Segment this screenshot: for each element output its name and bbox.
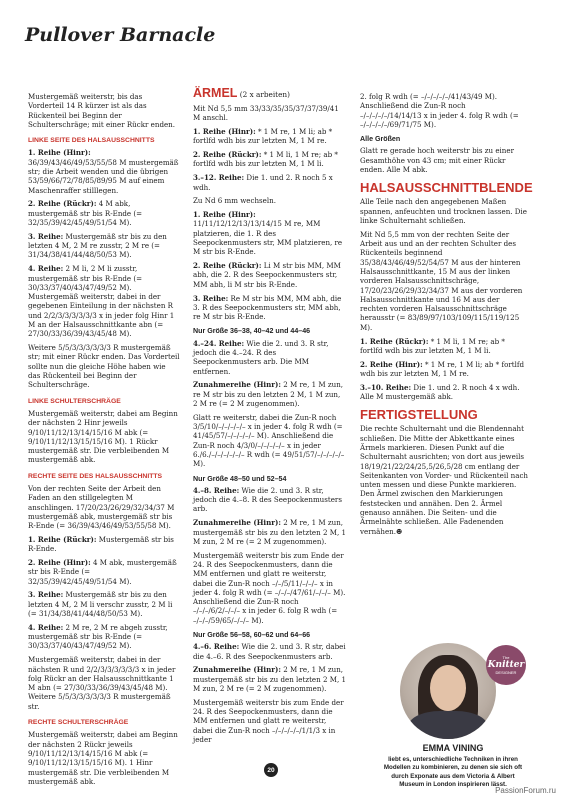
- paragraph: [193, 196, 346, 205]
- row-label: 3. Reihe:: [28, 590, 64, 600]
- paragraph: [28, 590, 180, 618]
- text: * 1 M li, 1 M re; ab * fortlfd wdh bis zur letzten M, 1 M li.: [360, 336, 505, 355]
- text: Nur Größe 48–50 und 52–54: [193, 474, 287, 483]
- row-label: Zunahmereihe (Hinr):: [193, 518, 281, 528]
- paragraph: [28, 623, 180, 651]
- author-photo: [378, 643, 528, 743]
- text: Alle Größen: [360, 135, 401, 144]
- text: 36/39/43/46/49/53/55/58 M mustergemäß str; die Arbeit wenden und die übrigen 53/59/66/72/78/85/89/95 M auf einem Maschenraffer stilllegen.: [28, 157, 179, 195]
- paragraph: [193, 698, 346, 744]
- paragraph: [193, 173, 346, 192]
- text: 4 M abk, mustergemäß str bis R-Ende (= 32/35/39/42/45/49/51/54 M).: [28, 558, 177, 586]
- main-heading: [360, 407, 528, 422]
- row-label: 2. Reihe (Hinr):: [28, 558, 91, 568]
- paragraph: [193, 551, 346, 625]
- text: Mustergemäß weiterstr, dabei in der nächsten R und 2/2/3/3/3/3/3/3 x in jeder folg Rückr an der Halsausschnittkante 1 M abn (= 27/30/33/36/39/43/45/48 M). Weitere 5/5/3/3/3/3/3/3 R mustergemäß str.: [28, 655, 176, 711]
- paragraph: [193, 150, 346, 169]
- paragraph: [193, 642, 346, 661]
- row-label: 1. Reihe (Rückr):: [28, 534, 97, 544]
- paragraph: [28, 535, 180, 554]
- paragraph: [360, 92, 528, 129]
- text: Von der rechten Seite der Arbeit den Faden an den stillgelegten M anschlingen. 17/20/23/26/29/32/34/37 M mustergemäß abk, mustergemäß str bis R-Ende (= 36/39/43/46/49/53/55/58 M).: [28, 483, 175, 531]
- row-label: 3. Reihe:: [193, 293, 229, 303]
- paragraph: [193, 339, 346, 376]
- text: * 1 M re, 1 M li; ab * fortlfd wdh bis zur letzten M, 1 M re.: [360, 359, 525, 378]
- row-label: 4.–24. Reihe:: [193, 338, 245, 348]
- row-label: 1. Reihe (Hinr):: [28, 148, 91, 158]
- paragraph: [28, 343, 180, 389]
- paragraph: [360, 146, 528, 174]
- text: 2 M re, 1 M zun, mustergemäß str bis zu den letzten 2 M, 1 M zun, 2 M re (= 2 M zugenommen).: [193, 665, 347, 694]
- text: Mustergemäß weiterstr, dabei am Beginn der nächsten 2 Hinr jeweils 9/10/11/12/13/14/15/16 M abk (= 9/10/11/12/13/15/15/16 M). 1 Rückr mustergemäß str. Die verbleibenden M mustergemäß abk.: [28, 408, 178, 465]
- paragraph: [193, 127, 346, 146]
- size-heading: [193, 327, 346, 336]
- row-label: 4.–6. Reihe:: [193, 642, 240, 652]
- text: LINKE SCHULTERSCHRÄGE: [28, 397, 121, 405]
- row-label: 3.–12. Reihe:: [193, 173, 245, 183]
- paragraph: [360, 230, 528, 332]
- text: 4 M abk, mustergemäß str bis R-Ende (= 32/35/39/42/45/49/51/54 M).: [28, 199, 143, 228]
- section-heading: [28, 472, 180, 481]
- paragraph: [28, 730, 180, 786]
- paragraph: [360, 424, 528, 537]
- knitter-badge-icon: [486, 645, 526, 685]
- text: LINKE SEITE DES HALSAUSSCHNITTS: [28, 137, 155, 145]
- paragraph: [28, 148, 180, 194]
- row-label: 2. Reihe (Rückr):: [193, 261, 262, 271]
- row-label: 3.–10. Reihe:: [360, 382, 412, 392]
- text: RECHTE SCHULTERSCHRÄGE: [28, 719, 129, 727]
- text: 2 M re, 1 M zun, mustergemäß str bis zu den letzten 2 M, 1 M zun, 2 M re (= 2 M zugenommen).: [193, 518, 347, 546]
- text: Mustergemäß weiterstr, dabei am Beginn der nächsten 2 Rückr jeweils 9/10/11/12/13/14/15/16 M abk (= 9/10/11/12/13/15/15/16 M). 1 Hinr mustergemäß str. Die verbleibenden M mustergemäß abk.: [28, 730, 178, 786]
- row-label: 4. Reihe:: [28, 264, 64, 274]
- paragraph: [28, 409, 180, 465]
- text: Re M str bis MM, MM abh, die 3. R des Seepockenmusters str, MM abh, re M str bis R-Ende.: [193, 293, 342, 322]
- row-label: 1. Reihe (Hinr):: [193, 127, 256, 137]
- text: Zu Nd 6 mm wechseln.: [193, 196, 276, 206]
- row-label: 4. Reihe:: [28, 622, 64, 632]
- paragraph: [28, 558, 180, 586]
- text: Mustergemäß weiterstr bis zum Ende der 24. R des Seepockenmusters, dann die MM entfernen und glatt re weiterstr, dabei die Zun-R noch –/–/5/11/–/–/– x in jeder 4. folg R wdh (= –/–/–/47/61/–/–/– M). Anschließend die Zun-R noch –/–/–/6/2/–/–/– x in jeder 6. folg R wdh (= –/–/–/59/65/–/–/– M).: [193, 550, 346, 625]
- page-title: Pullover Barnacle: [25, 24, 216, 46]
- heading-note: (2 x arbeiten): [237, 90, 290, 99]
- text: 2 M re, 2 M re abgeh zusstr, mustergemäß str bis R-Ende (= 30/33/37/40/43/47/49/52 M).: [28, 622, 168, 651]
- text: Wie die 2. und 3. R str, jedoch die 4.–8. R des Seepockenmusters arb.: [193, 485, 342, 514]
- size-heading: [193, 631, 346, 640]
- main-heading: [193, 86, 346, 102]
- column-middle: [193, 86, 346, 749]
- text: Nur Größe 36–38, 40–42 und 44–46: [193, 327, 311, 336]
- text: 2 M re, 1 M zun, re M str bis zu den letzten 2 M, 1 M zun, 2 M re (= 2 M zugenommen).: [193, 380, 344, 409]
- row-label: 1. Reihe (Hinr):: [193, 210, 256, 220]
- text: Alle Teile nach den angegebenen Maßen spannen, anfeuchten und trocknen lassen. Die linke Schulternaht schließen.: [360, 197, 527, 225]
- text: Mustergemäß str bis R-Ende.: [28, 534, 174, 554]
- paragraph: [193, 665, 346, 693]
- row-label: 4.–8. Reihe:: [193, 485, 240, 495]
- paragraph: [28, 232, 180, 260]
- paragraph: [28, 264, 180, 338]
- size-heading: [193, 475, 346, 484]
- paragraph: [28, 92, 180, 129]
- author-name: EMMA VINING: [422, 743, 484, 753]
- text: Die rechte Schulternaht und die Blendennaht schließen. Die Mitte der Abkettkante eines Ärmels markieren. Diesen Punkt auf die Schulternaht ausrichten; von dort aus jeweils 18/19/21/22/24/25,5/26,5/28 cm entlang der Seitenkanten von Vorder- und Rückenteil nach unten messen und diese Punkte markieren. Den Ärmel zwischen den Markierungen feststecken und annähen. Den 2. Ärmel genauso annähen. Die Seiten- und die Ärmelnähte schließen. Alle Fadenenden vernähen.: [360, 424, 528, 536]
- text: HALSAUSSCHNITTBLENDE: [360, 180, 533, 196]
- paragraph: [28, 655, 180, 711]
- author-block: [378, 643, 528, 790]
- section-heading: [28, 397, 180, 406]
- author-bio: liebt es, unterschiedliche Techniken in ihren Modellen zu kombinieren, zu denen sie sich oft durch Exponate aus dem Victoria & Albert Museum in London inspirieren lässt.: [383, 756, 523, 789]
- badge-small-text: The: [502, 655, 510, 660]
- paragraph: [193, 518, 346, 546]
- paragraph: [193, 210, 346, 256]
- text: Mustergemäß str bis zu den letzten 4 M, 2 M li verschr zusstr, 2 M li (= 31/34/38/41/44/48/50/53 M).: [28, 590, 173, 619]
- row-label: Zunahmereihe (Hinr):: [193, 665, 281, 675]
- text: FERTIGSTELLUNG: [360, 407, 478, 423]
- row-label: 2. Reihe (Hinr):: [360, 359, 423, 369]
- text: Glatt re weiterstr, dabei die Zun-R noch 3/5/10/–/–/–/–/– x in jeder 4. folg R wdh (= 41/45/57/–/–/–/–/– M). Anschließend die Zun-R noch 4/3/0/–/–/–/–/– x in jeder 6./6./–/–/–/–/–/– R wdh (= 49/51/57/–/–/–/–/– M).: [193, 412, 345, 469]
- row-label: 1. Reihe (Rückr):: [360, 336, 429, 346]
- end-mark-icon: ☻: [396, 527, 403, 536]
- text: * 1 M li, 1 M re; ab * fortlfd wdh bis zur letzten M, 1 M li.: [193, 150, 338, 169]
- badge-main-text: Knitter: [487, 660, 525, 670]
- text: Mit Nd 5,5 mm von der rechten Seite der Arbeit aus und an der rechten Schulter des Rückenteils beginnend 35/38/43/46/49/52/54/57 M aus der hinteren Halsausschnittkante, 15 M aus der linken vorderen Halsausschnittschräge, 17/20/23/26/29/32/34/37 M aus der vorderen Halsausschnittkante und 16 M aus der rechten vorderen Halsausschnittschräge herausstr (= 83/89/97/103/109/115/119/125 M).: [360, 229, 523, 332]
- text: Mustergemäß weiterstr bis zum Ende der 24. R des Seepockenmusters, dann die MM entfernen und glatt re weiterstr, dabei die Zun-R noch –/–/–/–/–/1/1/3 x in jeder: [193, 697, 344, 745]
- paragraph: [193, 413, 346, 469]
- text: 2 M li, 2 M li zusstr, mustergemäß str bis R-Ende (= 30/33/37/40/43/47/49/52 M). Mustergemäß weiterstr, dabei in der gegebenen Einteilung in der nächsten R und 2/2/3/3/3/3/3/3 x in jeder folg Hinr 1 M an der Halsausschnittkante abn (= 27/30/33/36/39/43/45/48 M).: [28, 264, 175, 339]
- paragraph: [360, 337, 528, 356]
- badge-sub-text: DESIGNER: [495, 670, 517, 675]
- paragraph: [193, 294, 346, 322]
- main-heading: [360, 180, 533, 196]
- paragraph: [28, 484, 180, 530]
- text: 11/11/12/12/13/13/14/15 M re, MM platzieren, die 1. R des Seepockenmusters str, MM platzieren, re M str bis R-Ende.: [193, 219, 343, 257]
- paragraph: [360, 360, 528, 379]
- text: * 1 M re, 1 M li; ab * fortlfd wdh bis zur letzten M, 1 M re.: [193, 127, 333, 146]
- text: Mustergemäß str bis zu den letzten 4 M, 2 M re zusstr, 2 M re (= 31/34/38/41/44/48/50/53 M).: [28, 231, 167, 260]
- text: Weitere 5/5/3/3/3/3/3/3 R mustergemäß str; mit einer Rückr enden. Das Vorderteil sollte nun die gleiche Höhe haben wie das Rückenteil bei Beginn der Schulterschräge.: [28, 343, 180, 390]
- section-heading: [28, 136, 180, 145]
- row-label: 2. Reihe (Rückr):: [193, 150, 262, 160]
- text: Glatt re gerade hoch weiterstr bis zu einer Gesamthöhe von 43 cm; mit einer Rückr enden. Alle M abk.: [360, 146, 514, 175]
- text: Nur Größe 56–58, 60–62 und 64–66: [193, 631, 311, 640]
- text: 2. folg R wdh (= –/–/–/–/–/41/43/49 M). Anschließend die Zun-R noch –/–/–/–/–/14/14/13 x in jeder 4. folg R wdh (= –/–/–/–/–/69/71/75 M).: [360, 92, 519, 129]
- paragraph: [193, 261, 346, 289]
- author-portrait: [400, 643, 496, 739]
- text: Wie die 2. und 3. R str, jedoch die 4.–24. R des Seepockenmusters arb. Die MM entfernen.: [193, 338, 329, 376]
- row-label: 2. Reihe (Rückr):: [28, 199, 97, 209]
- paragraph: [193, 380, 346, 408]
- text: Die 1. und 2. R noch 4 x wdh. Alle M mustergemäß abk.: [360, 382, 520, 402]
- section-heading: [28, 718, 180, 727]
- paragraph: [193, 486, 346, 514]
- column-right: [360, 92, 533, 541]
- paragraph: [360, 197, 528, 225]
- text: Mit Nd 5,5 mm 33/33/35/35/37/37/39/41 M anschl.: [193, 104, 339, 123]
- text: Wie die 2. und 3. R str, dabei die 4.–6. R des Seepockenmusters arb.: [193, 642, 346, 661]
- size-heading: [360, 135, 528, 144]
- text: Li M str bis MM, MM abh, die 2. R des Seepockenmusters str, MM abh, li M str bis R-Ende.: [193, 261, 341, 289]
- row-label: 3. Reihe:: [28, 231, 64, 241]
- text: Die 1. und 2. R noch 5 x wdh.: [193, 173, 333, 192]
- column-left: [28, 92, 180, 791]
- watermark: PassionForum.ru: [495, 786, 556, 795]
- paragraph: [193, 104, 346, 123]
- text: ÄRMEL: [193, 86, 238, 100]
- text: RECHTE SEITE DES HALSAUSSCHNITTS: [28, 472, 163, 480]
- row-label: Zunahmereihe (Hinr):: [193, 380, 281, 390]
- paragraph: [28, 199, 180, 227]
- text: Mustergemäß weiterstr, bis das Vorderteil 14 R kürzer ist als das Rückenteil bei Beginn der Schulterschräge; mit einer Rückr enden.: [28, 92, 176, 129]
- paragraph: [360, 383, 528, 402]
- page-number: 20: [264, 763, 278, 777]
